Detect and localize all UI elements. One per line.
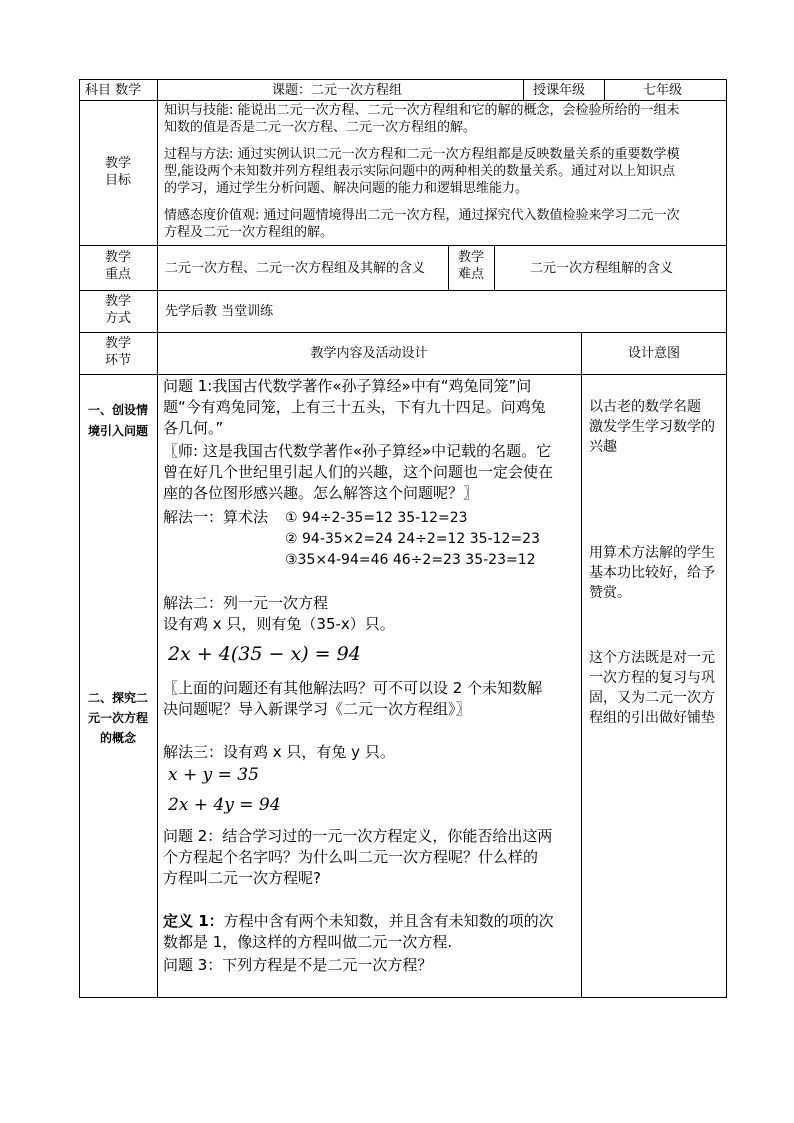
equation-2: x + y = 35 (168, 765, 259, 785)
method-2-setup: 设有鸡 x 只，则有兔（35-x）只。 (163, 615, 395, 633)
equation-1: 2x + 4(35 − x) = 94 (168, 643, 361, 665)
question-2: 问题 2：结合学习过的一元一次方程定义，你能否给出这两 个方程起个名字吗？为什么叫二元一次方程呢？什么样的 方程叫二元一次方程呢? (163, 827, 553, 887)
intent-3: 这个方法既是对一元 一次方程的复习与巩 固，又为二元一次方 程组的引出做好铺垫 (589, 650, 715, 726)
method-1-label: 解法一：算术法 (163, 508, 269, 526)
intent-header: 设计意图 (627, 346, 680, 361)
method-1-step-a: ① 94÷2-35=12 35-12=23 (285, 510, 468, 526)
topic-title: 课题：二元一次方程组 (272, 83, 403, 98)
column-divider (157, 79, 158, 998)
method-1-step-b: ② 94-35×2=24 24÷2=12 35-12=23 (285, 531, 540, 547)
row-divider (79, 100, 727, 101)
method-label: 教学 方式 (104, 294, 131, 326)
definition-1: 定义 1：方程中含有两个未知数，并且含有未知数的项的次 数都是 1，像这样的方程叫做二元一次方程. (163, 912, 554, 951)
question-1: 问题 1:我国古代数学著作«孙子算经»中有“鸡兔同笼”问 题“今有鸡兔同笼，上有三十五头，下有九十四足。问鸡兔 各几何。” (163, 377, 546, 437)
row-divider (79, 245, 727, 246)
method-value: 先学后教 当堂训练 (165, 304, 274, 319)
subject-label: 科目 数学 (85, 83, 142, 98)
row-divider (79, 290, 727, 291)
intent-2: 用算术方法解的学生 基本功比较好，给予 赞赏。 (589, 545, 715, 601)
goal-process: 过程与方法: 通过实例认识二元一次方程和二元一次方程组都是反映数量关系的重要数学模 型,能设两个未知数并列方程组表示实际问题中的两种相关的数量关系。通过对以上知识点 的学习，通过学生分析问题、解决问题的能力和逻辑思维能力。 (164, 147, 680, 196)
teacher-note-1: 〖师: 这是我国古代数学著作«孙子算经»中记载的名题。它 曾在好几个世纪里引起人们的兴趣，这个问题也一定会使在 座的各位图形感兴趣。怎么解答这个问题呢？〗 (163, 442, 554, 502)
difficulty-value: 二元一次方程组解的含义 (530, 261, 674, 276)
intent-1: 以古老的数学名题 激发学生学习数学的 兴趣 (589, 399, 715, 455)
stage-label: 教学 环节 (104, 336, 131, 368)
key-points-label: 教学 重点 (104, 250, 131, 282)
row-divider (79, 332, 727, 333)
equation-3: 2x + 4y = 94 (168, 795, 281, 815)
difficulty-label: 教学 难点 (457, 250, 484, 282)
question-3: 问题 3：下列方程是不是二元一次方程？ (163, 956, 433, 974)
grade-label: 授课年级 (533, 83, 586, 98)
column-divider (604, 79, 605, 100)
row-divider (79, 374, 727, 375)
teacher-note-2: 〖上面的问题还有其他解法吗？可不可以设 2 个未知数解 决问题呢？导入新课学习《二元一次方程组》〗 (163, 679, 543, 718)
stage-1-label: 一、创设情 境引入问题 (87, 403, 148, 438)
key-points-value: 二元一次方程、二元一次方程组及其解的含义 (165, 261, 426, 276)
column-divider (523, 79, 524, 100)
column-divider (494, 245, 495, 290)
grade-value: 七年级 (643, 83, 683, 98)
method-2-label: 解法二：列一元一次方程 (163, 594, 329, 612)
goal-knowledge: 知识与技能: 能说出二元一次方程、二元一次方程组和它的解的概念，会检验所给的一组未 知数的值是否是二元一次方程、二元一次方程组的解。 (164, 103, 680, 135)
goals-label: 教学 目标 (104, 156, 131, 188)
method-1-step-c: ③35×4-94=46 46÷2=23 35-23=12 (285, 552, 536, 568)
content-header: 教学内容及活动设计 (310, 346, 428, 361)
stage-2-label: 二、探究二 元一次方程 的概念 (87, 691, 148, 745)
column-divider (581, 332, 582, 998)
goal-attitude: 情感态度价值观: 通过问题情境得出二元一次方程，通过探究代入数值检验来学习二元一次 方程及二元一次方程组的解。 (164, 208, 680, 240)
method-3-label: 解法三：设有鸡 x 只，有兔 y 只。 (163, 743, 395, 761)
